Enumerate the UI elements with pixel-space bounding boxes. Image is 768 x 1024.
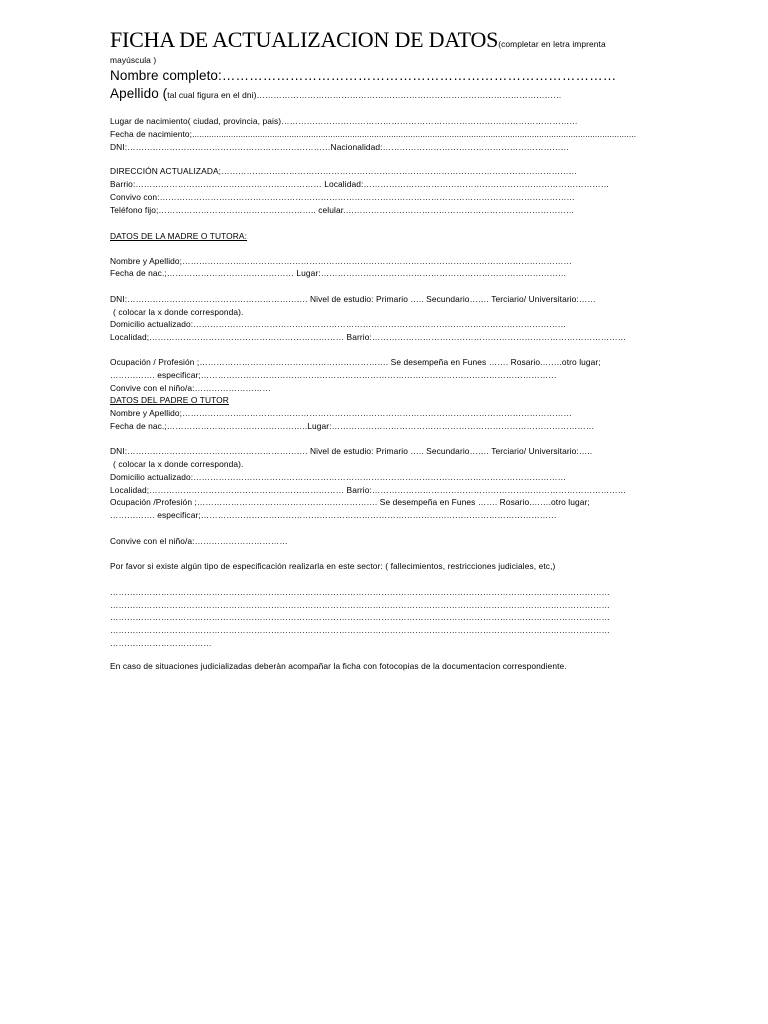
padre-ocupacion-field[interactable]: Ocupación /Profesión ;………………………………………………………. Se desempeña en Funes ……. Rosario.…….otro lugar; xyxy=(110,497,590,507)
form-title-line xyxy=(110,29,606,51)
padre-section-heading: DATOS DEL PADRE O TUTOR xyxy=(110,395,229,405)
padre-especificar-field[interactable]: ……………. especificar;……………………………………………………………………………………………………………… xyxy=(110,510,557,520)
padre-dni-estudio-field[interactable]: DNI:………………………………………………………. Nivel de estudio: Primario ….. Secundario……. Terciario/ Universitario:….. xyxy=(110,446,593,456)
title-instruction-cont: mayúscula ) xyxy=(110,55,157,65)
especificacion-line[interactable]: …………………………………………………………………………………………………………………………………………………………… xyxy=(110,600,611,610)
madre-section-heading: DATOS DE LA MADRE O TUTORA: xyxy=(110,231,248,241)
padre-domicilio-field[interactable]: Domicilio actualizado:…………………………………………………………………………………………………………………… xyxy=(110,472,567,482)
madre-domicilio-field[interactable]: Domicilio actualizado:…………………………………………………………………………………………………………………… xyxy=(110,319,567,329)
padre-colocar-note: ( colocar la x donde corresponda). xyxy=(113,459,244,469)
padre-nombre-field[interactable]: Nombre y Apellido;………………………………………………………………………………………………………………………… xyxy=(110,408,572,418)
especificacion-line[interactable]: …………………………………………………………………………………………………………………………………………………………… xyxy=(110,625,611,635)
madre-especificar-field[interactable]: ……………. especificar;……………………………………………………………………………………………………………… xyxy=(110,370,557,380)
madre-convive-field[interactable]: Convive con el niño/a:……………………… xyxy=(110,383,271,393)
apellido-label: Apellido ( xyxy=(110,86,168,101)
madre-ocupacion-field[interactable]: Ocupación / Profesión ;…………………………………………………………. Se desempeña en Funes ……. Rosario.…….otro lugar; xyxy=(110,357,601,367)
madre-nombre-field[interactable]: Nombre y Apellido;………………………………………………………………………………………………………………………… xyxy=(110,256,572,266)
especificacion-prompt: Por favor si existe algún tipo de especificación realizarla en este sector: ( fallecimientos, restricciones judiciales, etc,) xyxy=(110,561,556,571)
padre-convive-field[interactable]: Convive con el niño/a:…………………………… xyxy=(110,536,288,546)
padre-fecha-lugar-field[interactable]: Fecha de nac.;…………………………………………..Lugar:………………………………………………………………………………… xyxy=(110,421,595,431)
judicial-note: En caso de situaciones judicializadas deberàn acompañar la ficha con fotocopias de la documentacion correspondiente. xyxy=(110,661,567,671)
form-title: FICHA DE ACTUALIZACION DE DATOS xyxy=(110,27,499,52)
madre-dni-estudio-field[interactable]: DNI:………………………………………………………. Nivel de estudio: Primario ….. Secundario……. Terciario/ Universitario:…… xyxy=(110,294,596,304)
madre-colocar-note: ( colocar la x donde corresponda). xyxy=(113,307,244,317)
dni-nacionalidad-field[interactable]: DNI:………………………………………………………………Nacionalidad:………………………………………………………… xyxy=(110,142,570,152)
nombre-completo-field[interactable]: Nombre completo:…………………………………………………………………………… xyxy=(110,68,617,83)
madre-fecha-lugar-field[interactable]: Fecha de nac.;……………………………………… Lugar:…………………………………………………………………………… xyxy=(110,268,567,278)
convivo-con-field[interactable]: Convivo con:………………………………………………………………………………………………………………………………… xyxy=(110,192,575,202)
especificacion-line[interactable]: …………………………………………………………………………………………………………………………………………………………… xyxy=(110,612,611,622)
direccion-field[interactable]: DIRECCIÓN ACTUALIZADA;……………………………………………………………………………………………………………… xyxy=(110,166,578,176)
padre-localidad-barrio-field[interactable]: Localidad;…………………………………………………………… Barrio:……………………………………………………………………………… xyxy=(110,485,627,495)
madre-localidad-barrio-field[interactable]: Localidad;…………………………………………………………… Barrio:……………………………………………………………………………… xyxy=(110,332,627,342)
especificacion-line[interactable]: ……………………………… xyxy=(110,638,212,648)
especificacion-line[interactable]: …………………………………………………………………………………………………………………………………………………………… xyxy=(110,587,611,597)
apellido-dots: tal cual figura en el dni)……………………………………………………………………………………………… xyxy=(167,90,562,100)
fecha-nacimiento-field[interactable]: Fecha de nacimiento;....................................................................................................................................................................................... xyxy=(110,129,637,139)
lugar-nacimiento-field[interactable]: Lugar de nacimiento( ciudad, provincia, pais)…………………………………………………………………………………………… xyxy=(110,116,578,126)
barrio-localidad-field[interactable]: Barrio:………………………………………………………… Localidad:…………………………………………………………………………… xyxy=(110,179,610,189)
apellido-field[interactable] xyxy=(110,87,562,101)
telefono-field[interactable]: Teléfono fijo;……………………………………………….. celular.……………………………………………………………………… xyxy=(110,205,575,215)
title-instruction: (completar en letra imprenta xyxy=(498,39,606,49)
